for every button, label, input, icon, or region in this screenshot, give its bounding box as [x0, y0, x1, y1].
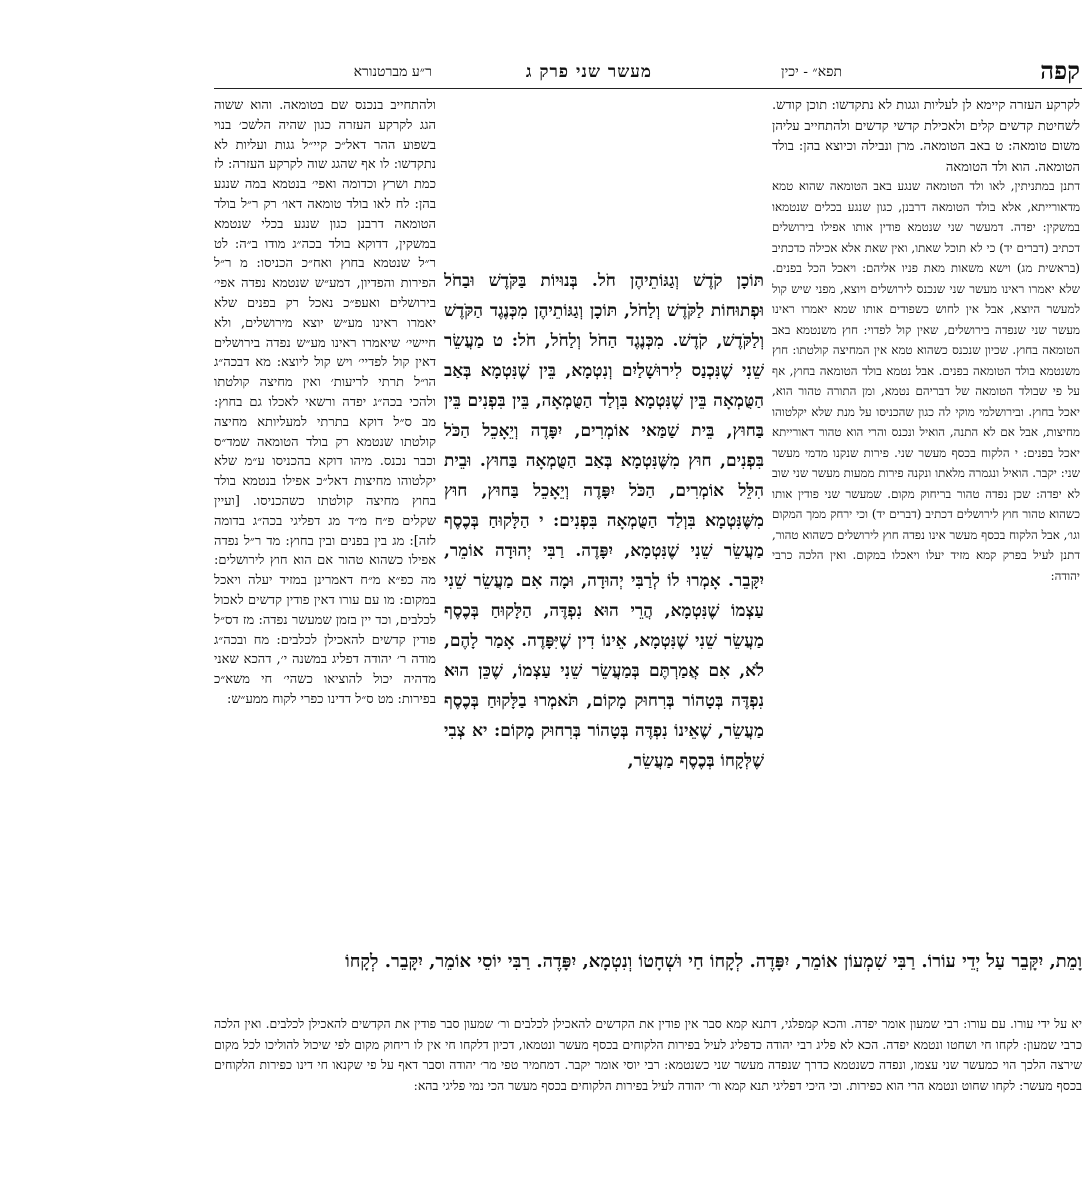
commentary-left-column — [214, 96, 436, 1006]
tractate-title: מעשר שני פרק ג — [525, 62, 652, 82]
page-header — [214, 58, 1082, 86]
header-rule — [214, 88, 1082, 89]
commentary-name: ר״ע מברטנורא — [353, 64, 432, 80]
commentary-bottom-text: יא על ידי עורו. עם עורו: רבי שמעון אומר יפדה. והכא קמפלגי, דתנא קמא סבר אין פודין את הקדשים להאכילן לכלבים ור׳ שמעון סבר פודין את הקדשים להאכילן לכלבים. ואין הלכה כרבי שמעון: לקחו חי ושחטו ונטמא יפדה. הכא לא פליג רבי יהודה כדפליג לעיל בפירות הלקוחים בכסף מעשר ונטמאו, דכיון דלקחו חי אין לו ריחוק מקום לפי שיכול להוליכו לכל מקום שירצה הלכך הוי כמעשר שני עצמו, ונפדה כשנטמא כדרך שנפדה מעשר שני כשנטמא: רבי יוסי אומר יקבר. דמחמיר טפי מר׳ יהודה וסבר דאף על פי שקנאו חי דינו כפירות הלקוחים בכסף מעשר: לקחו שחוט ונטמא הרי הוא כפירות. וכי היכי דפליגי תנא קמא ור׳ יהודה לעיל בפירות הלקוחים בכסף מעשר הכי נמי פליגי בהא: — [214, 1016, 1082, 1093]
mishnah-full-text: וָמֵת, יִקָּבֵר עַל יְדֵי עוֹרוֹ. רַבִּי שִׁמְעוֹן אוֹמֵר, יִפָּדֶה. לְקָחוֹ חַי וּשְׁחָטוֹ וְנִטְמָא, יִפָּדֶה. רַבִּי יוֹסֵי אוֹמֵר, יִקָּבֵר. לְקָחוֹ — [345, 951, 1082, 972]
commentary-right-top-text: לקרקע העזרה קיימא לן לעליות וגגות לא נתקדשו: תוכן קודש. לשחיטת קדשים קלים ולאכילת קדשי קדשים ולהתחייב עליהן משום טומאה: ט באב הטומאה. מרן ונבילה וכיוצא בהן: בולד הטומאה. הוא ולד הטומאה — [772, 98, 1080, 175]
page-number: קפה — [1040, 56, 1080, 85]
running-header-range: תפא״ - יכין — [781, 64, 842, 80]
commentary-left-text: ולהתחייב בנכנס שם בטומאה. והוא ששוה הגג לקרקע העזרה כגון שהיה הלשכ׳ בנוי בשפוע ההר דאל״כ קיי״ל גגות ועליות לא נתקדשו: לו אף שהגג שוה לקרקע העזרה: לז כמת ושרץ וכדומה ואפי׳ בנטמא במה שנגע בהן: לח לאו בולד טומאה דאו׳ רק ר״ל בולד הטומאה דרבנן כגון שנגע בכלי שנטמא במשקין, דדוקא בולד בכה״ג מודו ב״ה: לט ר״ל שנטמא בחוץ ואח״כ הכניסו: מ ר״ל הפירות והפדיון, דמע״ש שנטמא נפדה אפי׳ בירושלים ואעפ״כ נאכל רק בפנים שלא יאמרו ראינו מע״ש יוצא מירושלים, ולא חיישי׳ שיאמרו ראינו מע״ש נפדה בירושלים דאין קול לפדיי׳ ויש קול ליוצא: מא דבכה״ג הו״ל תרתי לריעות׳ ואין מחיצה קולטתו ולהכי בכה״ג יפדה ורשאי לאכלו גם בחוץ: מב ס״ל דוקא בתרתי למעליותא מחיצה קולטתו שנטמא רק בולד הטומאה שמד״ס וכבר נכנס. מיהו דוקא בהכניסו ע״מ שלא יקלטוהו מחיצות דאל״כ אפילו בנטמא בולד בחוץ מחיצה קולטתו כשהכניסו. [ועיין שקלים פ״ח מ״ד מג דפליגי בכה״ג בדומה לזה]: מג בין בפנים ובין בחוץ: מד ר״ל נפדה אפילו כשהוא טהור אם הוא חוץ לירושלים: מה כפ״א מ״ח דאמרינן במזיד יעלה ויאכל במקום: מו עם עורו דאין פודין קדשים לאכול לכלבים, וכד יין בזמן שמעשר נפדה: מז דס״ל פודין קדשים להאכילן לכלבים: מח ובכה״ג מודה ר׳ יהודה דפליג במשנה י׳, דהכא שאני מדהיה יכול להוציאו כשהי׳ חי משא״כ בפירות: מט ס״ל דדינו כפרי לקוח ממע״ש: — [214, 98, 436, 707]
mishnah-text: תּוֹכָן קֹדֶשׁ וְגַגּוֹתֵיהֶן חֹל. בְּנוּיוֹת בַּקֹּדֶשׁ וּבַחֹל וּפְתוּחוֹת לַקֹּדֶשׁ וְלַחֹל, תּוֹכָן וְגַגּוֹתֵיהֶן מִכְּנֶגֶד הַקֹּדֶשׁ וְלַקֹּדֶשׁ, קֹדֶשׁ. מִכְּנֶגֶד הַחֹל וְלַחֹל, חֹל: ט מַעֲשֵׂר שֵׁנִי שֶׁנִּכְנַס לִירוּשָׁלַיִם וְנִטְמָא, בֵּין שֶׁנִּטְמָא בְּאַב הַטֻּמְאָה בֵּין שֶׁנִּטְמָא בִּוְלַד הַטֻּמְאָה, בֵּין בִּפְנִים בֵּין בַּחוּץ, בֵּית שַׁמַּאי אוֹמְרִים, יִפָּדֶה וְיֵאָכֵל הַכֹּל בִּפְנִים, חוּץ מִשֶּׁנִּטְמָא בְּאַב הַטֻּמְאָה בַּחוּץ. וּבֵית הִלֵּל אוֹמְרִים, הַכֹּל יִפָּדֶה וְיֵאָכֵל בַּחוּץ, חוּץ מִשֶּׁנִּטְמָא בִּוְלַד הַטֻּמְאָה בִּפְנִים: י הַלָּקוּחַ בְּכֶסֶף מַעֲשֵׂר שֵׁנִי שֶׁנִּטְמָא, יִפָּדֶה. רַבִּי יְהוּדָה אוֹמֵר, יִקָּבֵר. אָמְרוּ לוֹ לְרַבִּי יְהוּדָה, וּמָה אִם מַעֲשֵׂר שֵׁנִי עַצְמוֹ שֶׁנִּטְמָא, הֲרֵי הוּא נִפְדֶּה, הַלָּקוּחַ בְּכֶסֶף מַעֲשֵׂר שֵׁנִי שֶׁנִּטְמָא, אֵינוֹ דִין שֶׁיִּפָּדֶה. אָמַר לָהֶם, לֹא, אִם אֲמַרְתֶּם בְּמַעֲשֵׂר שֵׁנִי עַצְמוֹ, שֶׁכֵּן הוּא נִפְדֶּה בְּטָהוֹר בְּרִחוּק מָקוֹם, תֹּאמְרוּ בַלָּקוּחַ בְּכֶסֶף מַעֲשֵׂר, שֶׁאֵינוֹ נִפְדֶּה בְּטָהוֹר בְּרִחוּק מָקוֹם: יא צְבִי שֶׁלְּקָחוֹ בְּכֶסֶף מַעֲשֵׂר, — [444, 271, 764, 771]
mishnah-column — [444, 266, 764, 1006]
commentary-right-text: דתנן במתניתין, לאו ולד הטומאה שנגע באב הטומאה שהוא טמא מדאורייתא, אלא בולד הטומאה דרבנן, כגון שנגע בכלים שנטמאו במשקין: יפדה. דמעשר שני שנטמא פודין אותו אפילו בירושלים דכתיב (דברים יד) כי לא תוכל שאתו, ואין שאת אלא אכילה כדכתיב (בראשית מג) וישא משאות מאת פניו אליהם: ויאכל הכל בפנים. שלא יאמרו ראינו מעשר שני שנכנס לירושלים ויוצא, מפני שיש קול למעשר היוצא, אבל אין לחוש כשפודים אותו שמא יאמרו ראינו מעשר שני שנפדה בירושלים, שאין קול לפדוי: חוץ משנטמא באב הטומאה בחוץ. שכיון שנכנס כשהוא טמא אין המחיצה קולטתו: חוץ משנטמא בולד הטומאה בפנים. אבל נטמא בולד הטומאה בחוץ, אף על פי שבולד הטומאה של דבריהם נטמא, ומן התורה טהור הוא, יאכל בחוץ. ובירושלמי מוקי לה כגון שהכניסו על מנת שלא יקלטוהו מחיצות, אבל אם לא התנה, הואיל ונכנס והרי הוא טהור דאורייתא יאכל בפנים: י הלקוח בכסף מעשר שני. פירות שנקנו מדמי מעשר שני: יקבר. הואיל ונגמרה מלאתו ונקנה פירות ממעות מעשר שני שוב לא יפדה: שכן נפדה טהור בריחוק מקום. שמעשר שני פודין אותו כשהוא טהור חוץ לירושלים דכתיב (דברים יד) וכי ירחק ממך המקום וגו׳, אבל הלקוח בכסף מעשר אינו נפדה חוץ לירושלים כשהוא טהור, דתנן לעיל בפרק קמא מזיד יעלו ויאכלו במקום. ואין הלכה כרבי יהודה: — [772, 179, 1080, 583]
mishnah-full-width — [214, 946, 1082, 1010]
commentary-right-column — [772, 176, 1080, 1006]
commentary-bottom — [214, 1014, 1082, 1134]
